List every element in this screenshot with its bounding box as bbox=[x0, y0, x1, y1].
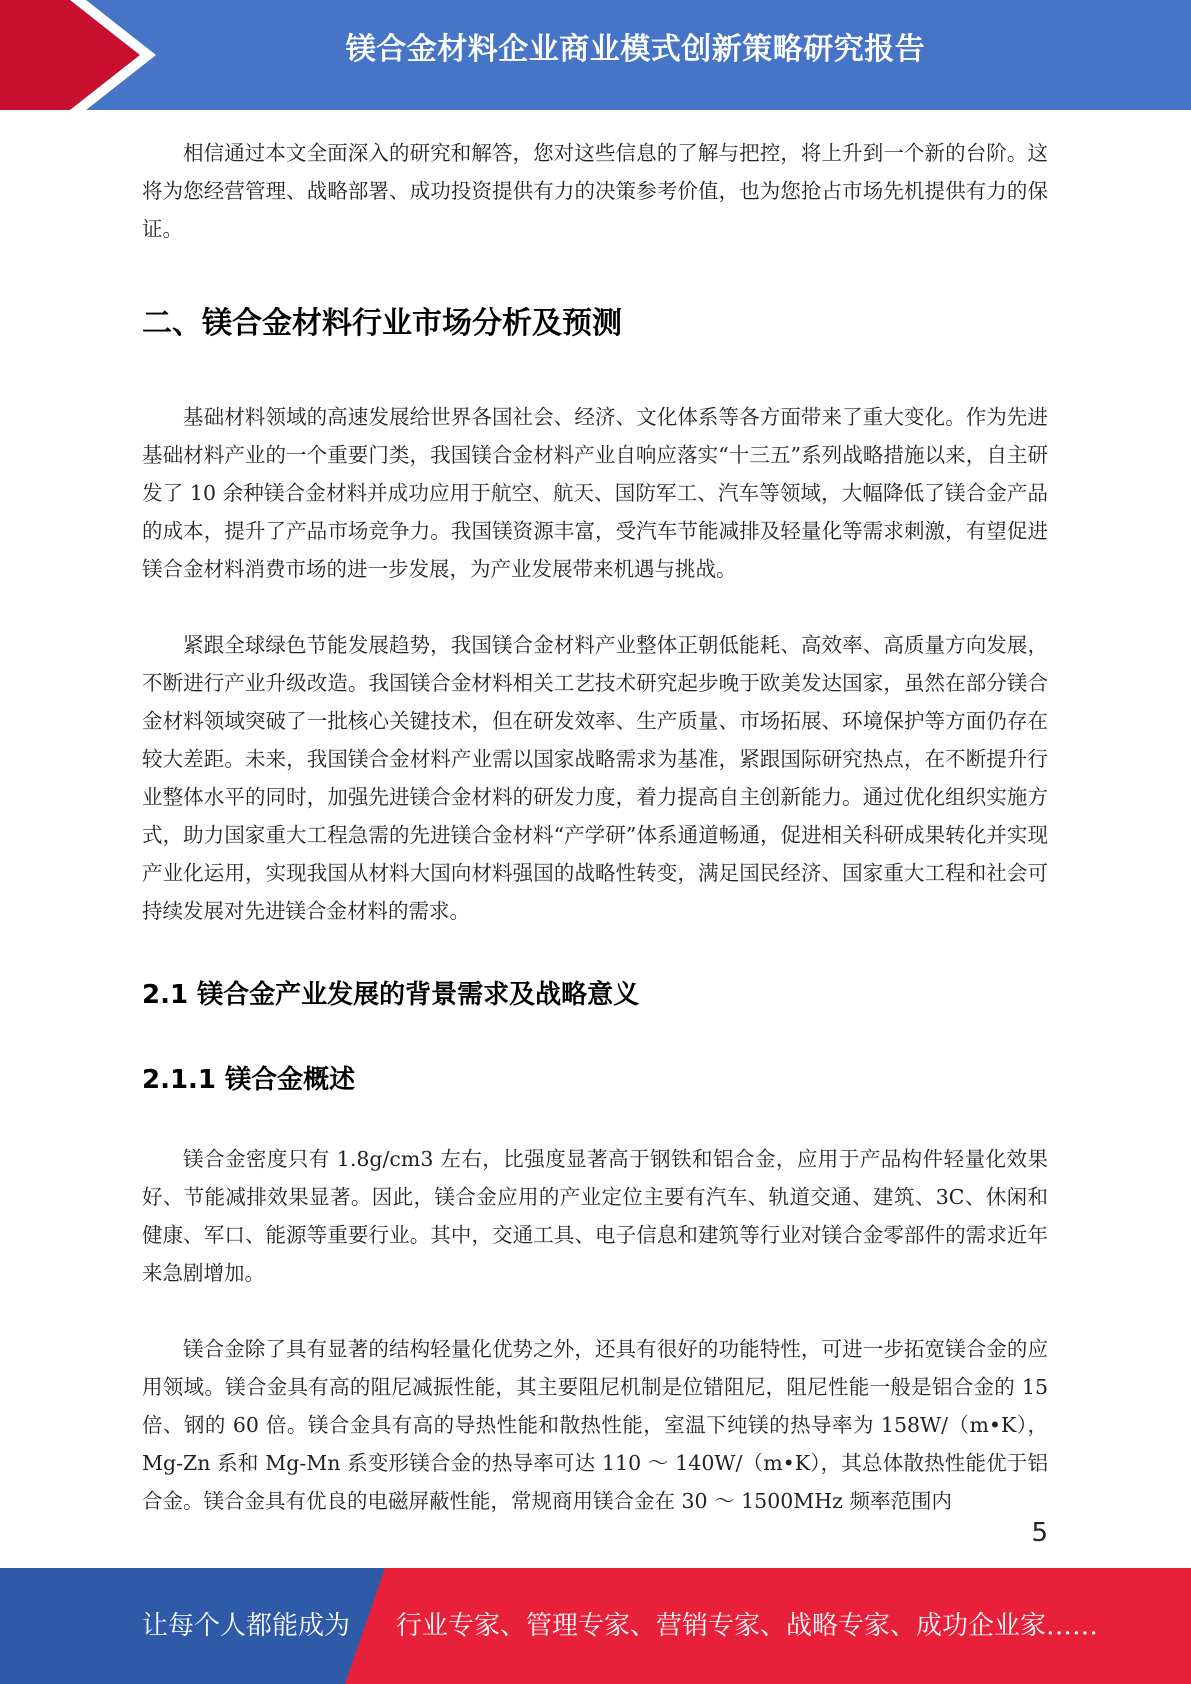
subsubsection-paragraph-1: 镁合金密度只有 1.8g/cm3 左右，比强度显著高于钢铁和铝合金，应用于产品构件轻量化效果好、节能减排效果显著。因此，镁合金应用的产业定位主要有汽车、轨道交通、建筑、3C、休闲和健康、军口、能源等重要行业。其中，交通工具、电子信息和建筑等行业对镁合金零部件的需求近年来急剧增加。 bbox=[142, 1147, 1048, 1285]
main-content bbox=[142, 134, 1048, 1520]
subsection-title: 2.1 镁合金产业发展的背景需求及战略意义 bbox=[142, 980, 640, 1010]
report-title: 镁合金材料企业商业模式创新策略研究报告 bbox=[345, 32, 926, 67]
page-number: 5 bbox=[1031, 1518, 1048, 1548]
footer-slogan-left: 让每个人都能成为 bbox=[142, 1611, 351, 1641]
section-paragraph-1: 基础材料领域的高速发展给世界各国社会、经济、文化体系等各方面带来了重大变化。作为先进基础材料产业的一个重要门类，我国镁合金材料产业自响应落实“十三五”系列战略措施以来，自主研发了 10 余种镁合金材料并成功应用于航空、航天、国防军工、汽车等领域，大幅降低了镁合金产品的成本，提升了产品市场竞争力。我国镁资源丰富，受汽车节能减排及轻量化等需求刺激，有望促进镁合金材料消费市场的进一步发展，为产业发展带来机遇与挑战。 bbox=[142, 405, 1048, 581]
intro-paragraph: 相信通过本文全面深入的研究和解答，您对这些信息的了解与把控，将上升到一个新的台阶。这将为您经营管理、战略部署、成功投资提供有力的决策参考价值，也为您抢占市场先机提供有力的保证。 bbox=[142, 141, 1048, 241]
footer-slogan-right: 行业专家、管理专家、营销专家、战略专家、成功企业家…… bbox=[396, 1611, 1099, 1641]
page-header bbox=[0, 0, 1191, 110]
section-title: 二、镁合金材料行业市场分析及预测 bbox=[142, 306, 622, 341]
subsubsection-paragraph-2: 镁合金除了具有显著的结构轻量化优势之外，还具有很好的功能特性，可进一步拓宽镁合金的应用领域。镁合金具有高的阻尼减振性能，其主要阻尼机制是位错阻尼，阻尼性能一般是铝合金的 15 倍、钢的 60 倍。镁合金具有高的导热性能和散热性能，室温下纯镁的热导率为 158W/（m•K），Mg-Zn 系和 Mg-Mn 系变形镁合金的热导率可达 110 ～ 140W/（m•K），其总体散热性能优于铝合金。镁合金具有优良的电磁屏蔽性能，常规商用镁合金在 30 ～ 1500MHz 频率范围内 bbox=[142, 1337, 1048, 1513]
subsubsection-title: 2.1.1 镁合金概述 bbox=[142, 1065, 356, 1095]
section-paragraph-2: 紧跟全球绿色节能发展趋势，我国镁合金材料产业整体正朝低能耗、高效率、高质量方向发展，不断进行产业升级改造。我国镁合金材料相关工艺技术研究起步晚于欧美发达国家，虽然在部分镁合金材料领域突破了一批核心关键技术，但在研发效率、生产质量、市场拓展、环境保护等方面仍存在较大差距。未来，我国镁合金材料产业需以国家战略需求为基准，紧跟国际研究热点，在不断提升行业整体水平的同时，加强先进镁合金材料的研发力度，着力提高自主创新能力。通过优化组织实施方式，助力国家重大工程急需的先进镁合金材料“产学研”体系通道畅通，促进相关科研成果转化并实现产业化运用，实现我国从材料大国向材料强国的战略性转变，满足国民经济、国家重大工程和社会可持续发展对先进镁合金材料的需求。 bbox=[142, 633, 1048, 923]
page-footer bbox=[0, 1568, 1191, 1684]
